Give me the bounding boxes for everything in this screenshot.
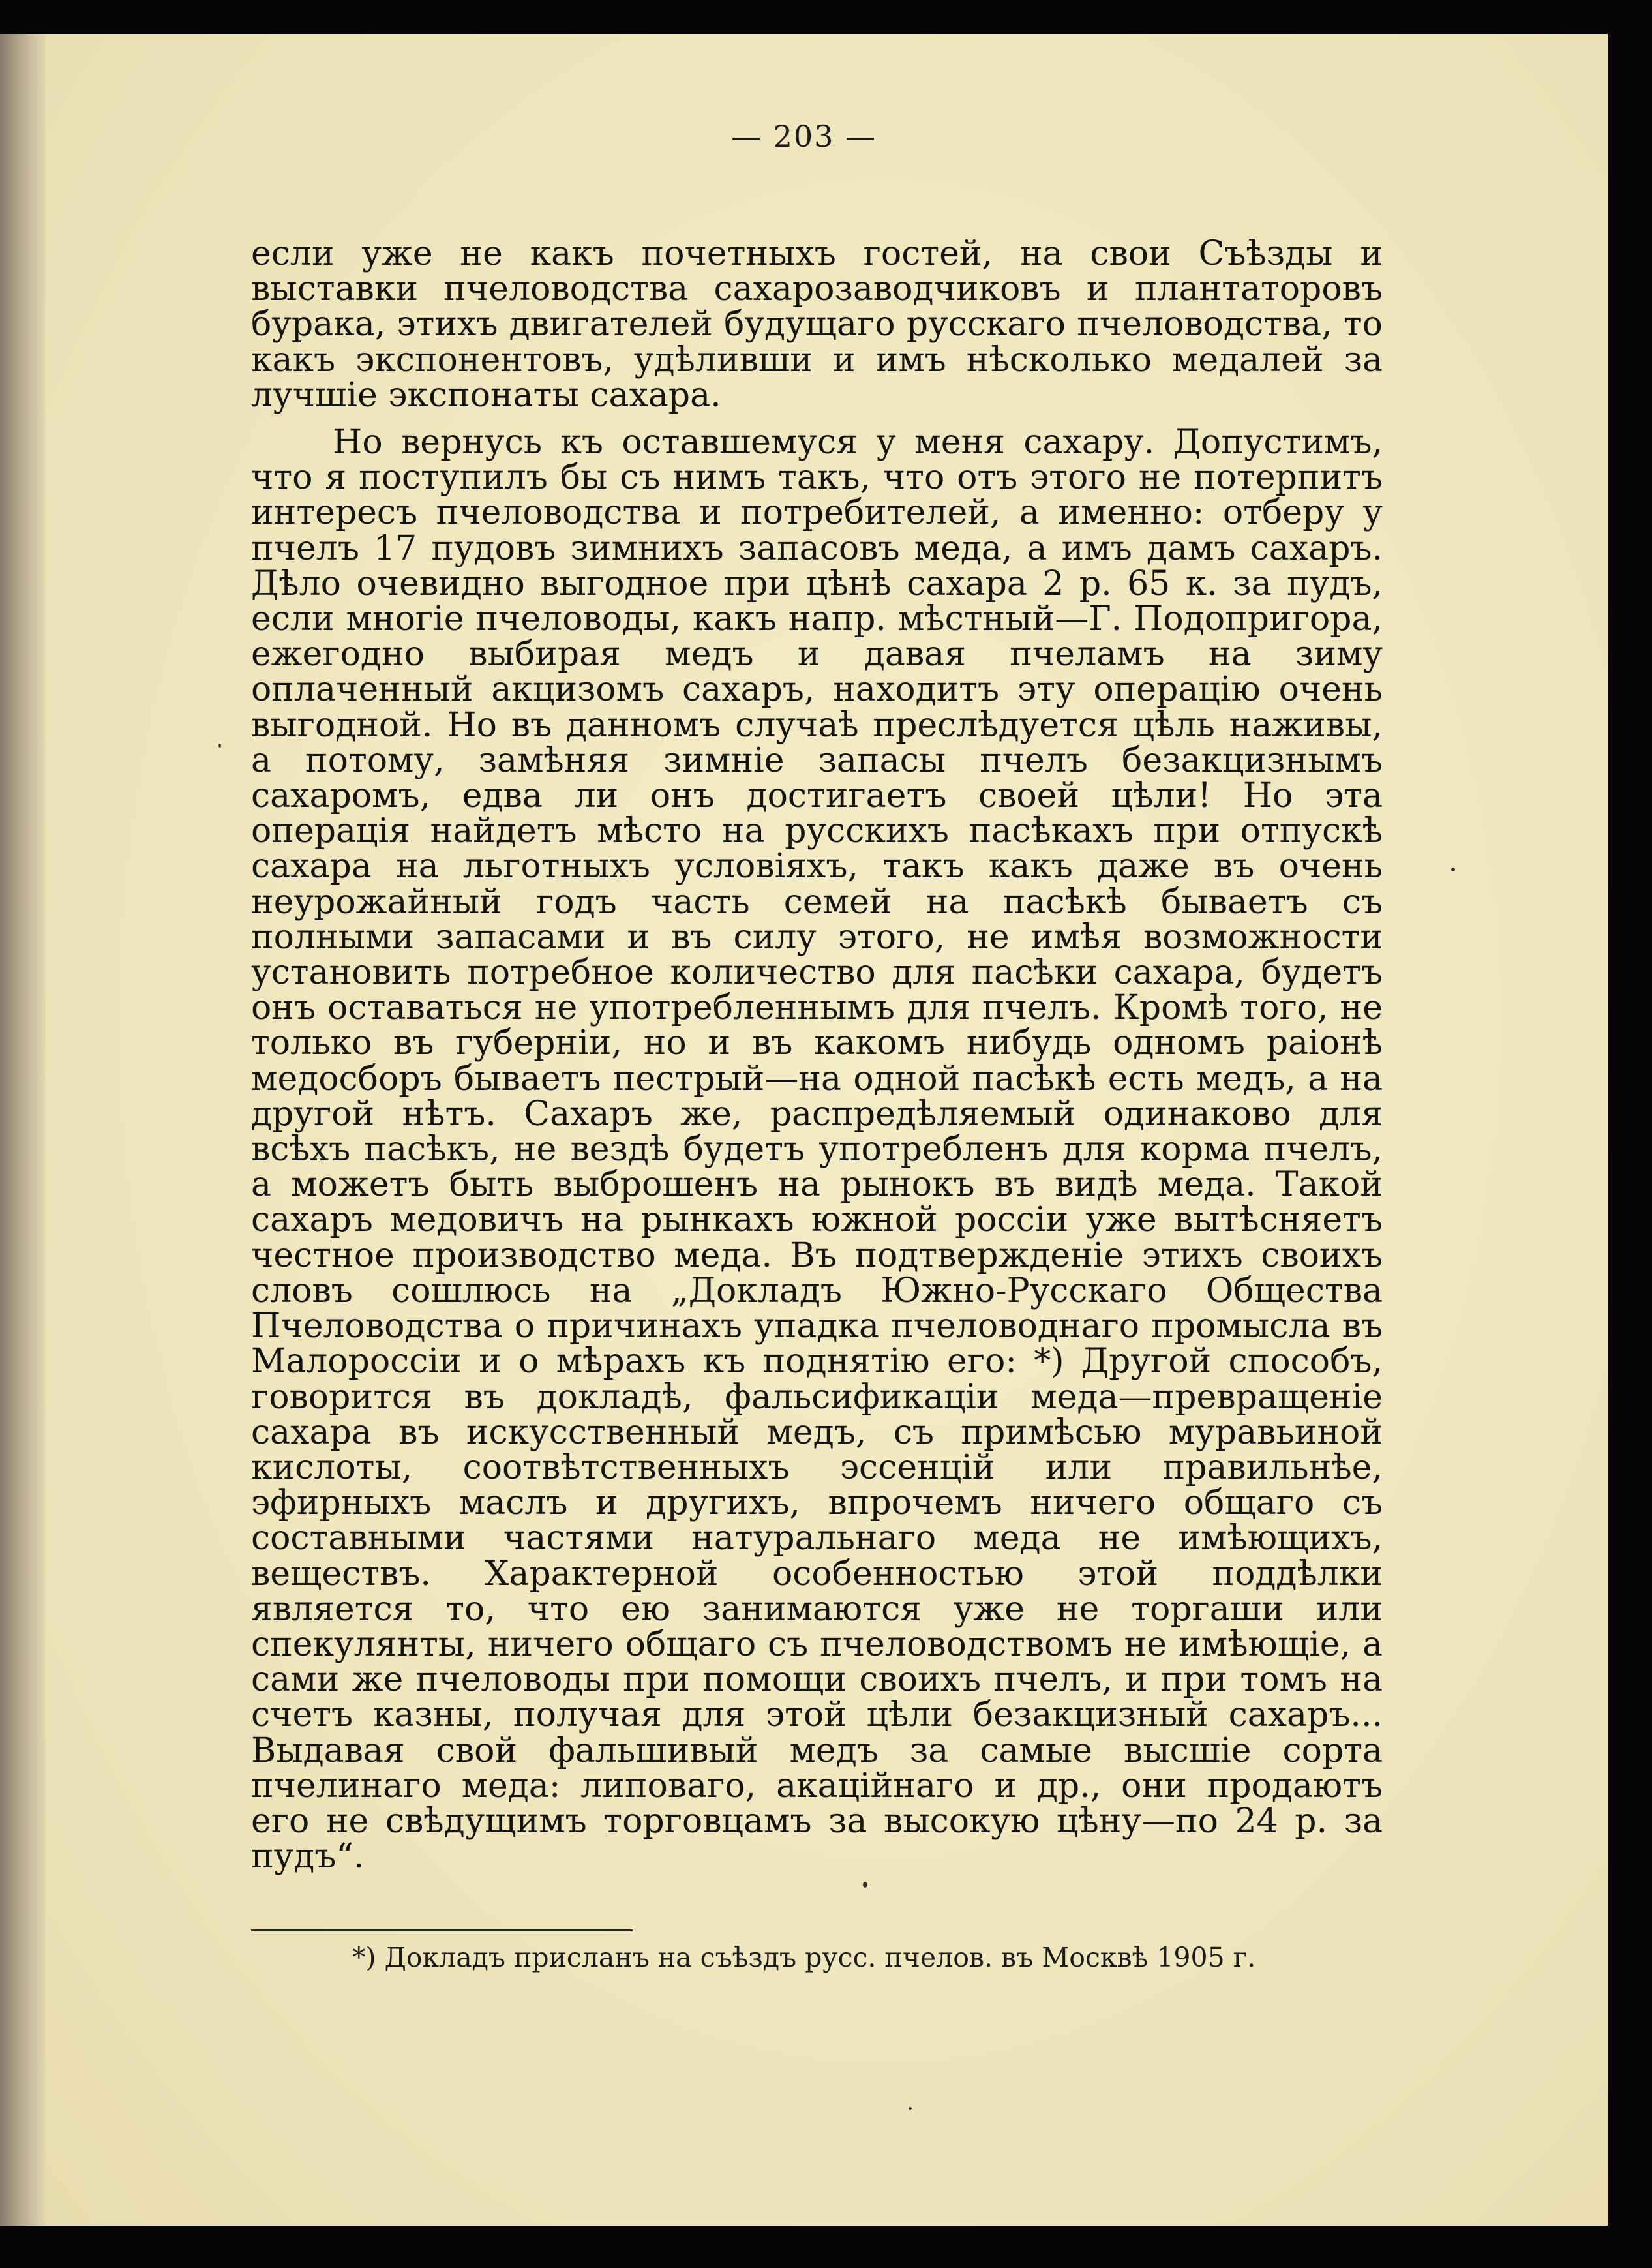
page-number: — 203 — [730, 119, 877, 154]
paper-speck [909, 2107, 912, 2110]
footnote: *) Докладъ присланъ на съѣздъ русс. пчелов. въ Москвѣ 1905 г. [352, 1942, 1256, 1973]
paper-speck [863, 1882, 867, 1888]
paragraph-main: Но вернусь къ оставшемуся у меня сахару. Допустимъ, что я поступилъ бы съ нимъ такъ, что отъ этого не потерпитъ интересъ пчеловодства и потребителей, а именно: отберу у пчелъ 17 пудовъ зимнихъ запасовъ меда, а имъ дамъ сахаръ. Дѣло очевидно выгодное при цѣнѣ сахара 2 р. 65 к. за пудъ, если многіе пчеловоды, какъ напр. мѣстный—Г. Подопригора, ежегодно выбирая медъ и давая пчеламъ на зиму оплаченный акцизомъ сахаръ, находитъ эту операцію очень выгодной. Но въ данномъ случаѣ преслѣдуется цѣль наживы, а потому, замѣняя зимніе запасы пчелъ безакцизнымъ сахаромъ, едва ли онъ достигаетъ своей цѣли! Но эта операція найдетъ мѣсто на русскихъ пасѣкахъ при отпускѣ сахара на льготныхъ условіяхъ, такъ какъ даже въ очень неурожайный годъ часть семей на пасѣкѣ бываетъ съ полными запасами и въ силу этого, не имѣя возможности установить потребное количество для пасѣки сахара, будетъ онъ оставаться не употребленнымъ для пчелъ. Кромѣ того, не только въ губерніи, но и въ какомъ нибудь одномъ раіонѣ медосборъ бываетъ пестрый—на одной пасѣкѣ есть медъ, а на другой нѣтъ. Сахаръ же, распредѣляемый одинаково для всѣхъ пасѣкъ, не вездѣ будетъ употребленъ для корма пчелъ, а можетъ быть выброшенъ на рынокъ въ видѣ меда. Такой сахаръ медовичъ на рынкахъ южной россіи уже вытѣсняетъ честное производство меда. Въ подтвержденіе этихъ своихъ словъ сошлюсь на „Докладъ Южно-Русскаго Общества Пчеловодства о причинахъ упадка пчеловоднаго промысла въ Малороссіи и о мѣрахъ къ поднятію его: *) Другой способъ, говорится въ докладѣ, фальсификаціи меда—превращеніе сахара въ искусственный медъ, съ примѣсью муравьиной кислоты, соотвѣтственныхъ эссенцій или правильнѣе, эфирныхъ маслъ и другихъ, впрочемъ ничего общаго съ составными частями натуральнаго меда не имѣющихъ, веществъ. Характерной особенностью этой поддѣлки является то, что ею занимаются уже не торгаши или спекулянты, ничего общаго съ пчеловодствомъ не имѣющіе, а сами же пчеловоды при помощи своихъ пчелъ, и при томъ на счетъ казны, получая для этой цѣли безакцизный сахаръ... Выдавая свой фальшивый медъ за самые высшіе сорта пчелинаго меда: липоваго, акаційнаго и др., они продаютъ его не свѣдущимъ торговцамъ за высокую цѣну—по 24 р. за пудъ“. [251, 423, 1383, 1877]
book-page [0, 34, 1608, 2226]
book-spine-shadow [0, 34, 46, 2226]
paragraph-continuation: если уже не какъ почетныхъ гостей, на свои Съѣзды и выставки пчеловодства сахарозаводчиковъ и плантаторовъ бурака, этихъ двигателей будущаго русскаго пчеловодства, то какъ экспонентовъ, удѣливши и имъ нѣсколько медалей за лучшіе экспонаты сахара. [251, 234, 1383, 415]
paper-speck [1451, 868, 1455, 871]
paper-speck [218, 744, 221, 748]
footnote-divider [251, 1929, 633, 1931]
page-body [251, 234, 1383, 1877]
